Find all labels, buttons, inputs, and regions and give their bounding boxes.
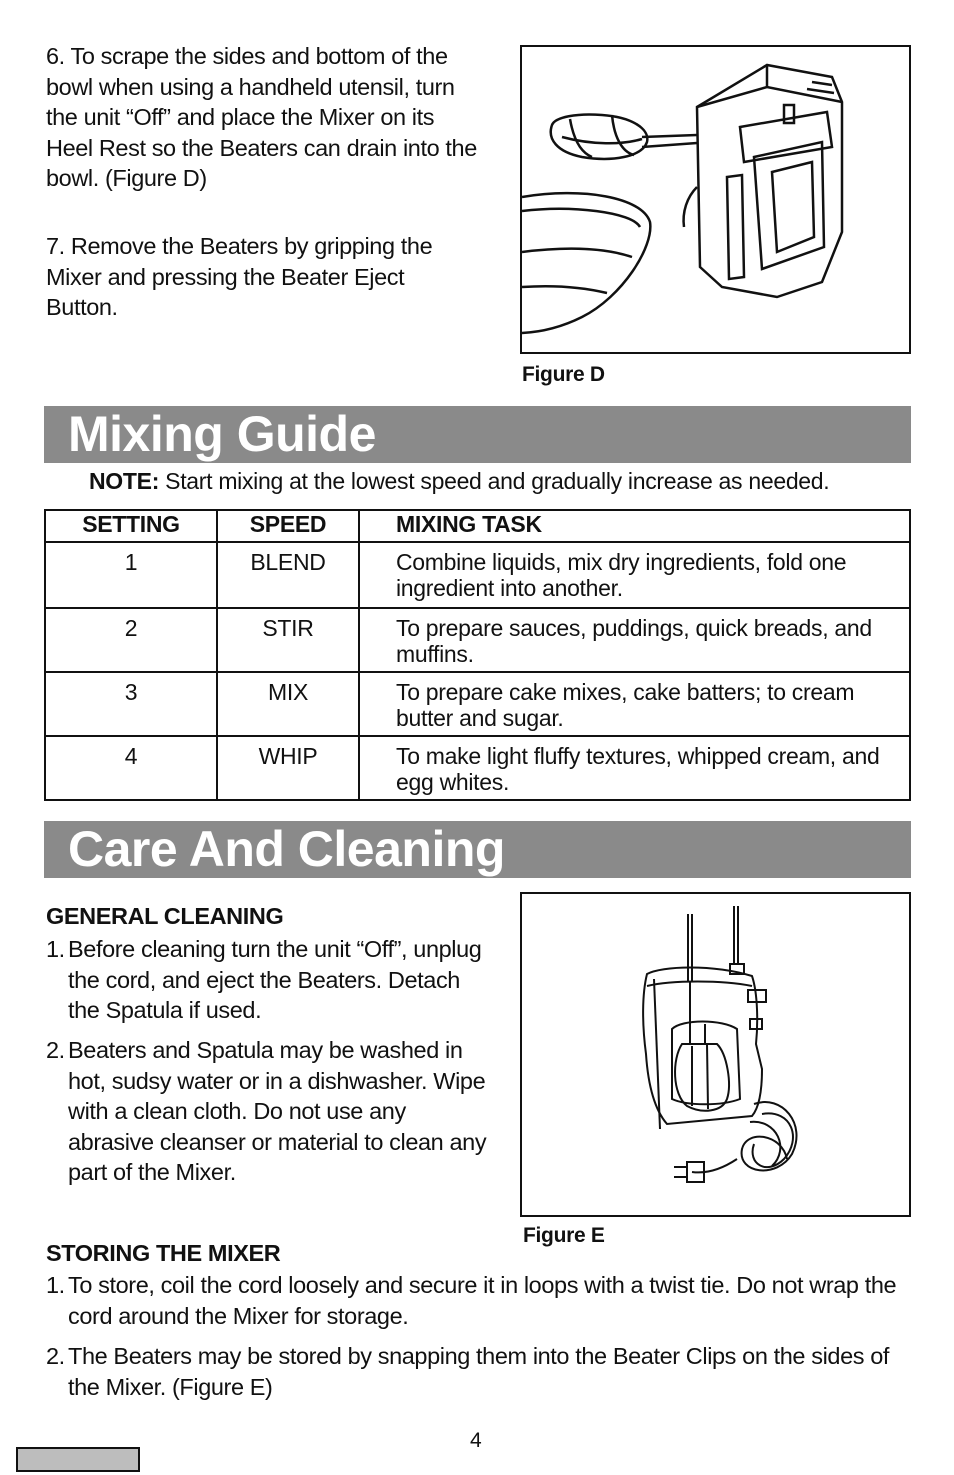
storing-heading: STORING THE MIXER [46,1240,281,1266]
table-row [45,608,910,672]
table-row [45,736,910,800]
general-item-2 [46,1035,491,1188]
item-number: 2. [46,1343,65,1369]
figure-e-image [520,892,911,1217]
step-6: 6. To scrape the sides and bottom of the bowl when using a handheld utensil, turn the unit “Off” and place the Mixer on its Heel Rest so the Beaters can drain into the bowl. (Figure D) [46,43,477,191]
item-text: Before cleaning turn the unit “Off”, unplug the cord, and eject the Beaters. Detach the Spatula if used. [68,936,482,1023]
header-mixing-task: MIXING TASK [359,510,910,542]
table-header-row [45,510,910,542]
header-setting: SETTING [45,510,217,542]
note-text: Start mixing at the lowest speed and gradually increase as needed. [159,468,830,494]
cell-setting: 2 [45,608,217,672]
item-number: 1. [46,936,65,962]
cell-task: To make light fluffy textures, whipped cream, and egg whites. [359,736,910,800]
page-number: 4 [470,1429,482,1452]
step-7: 7. Remove the Beaters by gripping the Mixer and pressing the Beater Eject Button. [46,233,433,320]
note-label: NOTE: [89,468,160,494]
storing-item-2 [46,1341,906,1402]
item-text: To store, coil the cord loosely and secure it in loops with a twist tie. Do not wrap the cord around the Mixer for storage. [68,1272,897,1329]
general-item-1 [46,934,491,1026]
mixer-bowl-illustration [522,47,908,351]
header-speed: SPEED [217,510,359,542]
mixing-note [89,468,829,495]
item-number: 1. [46,1272,65,1298]
general-cleaning-heading: GENERAL CLEANING [46,903,284,929]
item-number: 2. [46,1037,65,1063]
item-text: The Beaters may be stored by snapping them into the Beater Clips on the sides of the Mixer. (Figure E) [68,1343,890,1400]
cell-speed: STIR [217,608,359,672]
cell-speed: MIX [217,672,359,736]
mixing-guide-title: Mixing Guide [44,406,911,463]
item-text: Beaters and Spatula may be washed in hot, sudsy water or in a dishwasher. Wipe with a clean cloth. Do not use any abrasive cleanser or material to clean any part of the Mixer. [68,1037,487,1185]
cell-setting: 3 [45,672,217,736]
cell-speed: WHIP [217,736,359,800]
table-row [45,542,910,608]
stored-mixer-illustration [522,894,908,1214]
care-cleaning-title: Care And Cleaning [44,821,911,878]
storing-item-1 [46,1270,906,1331]
cell-speed: BLEND [217,542,359,608]
cell-task: To prepare sauces, puddings, quick breads, and muffins. [359,608,910,672]
figure-d-image [520,45,911,354]
corner-mark [16,1447,140,1472]
mixing-guide-table [44,509,911,801]
cell-setting: 4 [45,736,217,800]
cell-setting: 1 [45,542,217,608]
cell-task: To prepare cake mixes, cake batters; to cream butter and sugar. [359,672,910,736]
figure-e-caption: Figure E [523,1224,605,1247]
cell-task: Combine liquids, mix dry ingredients, fold one ingredient into another. [359,542,910,608]
figure-d-caption: Figure D [522,363,605,386]
table-row [45,672,910,736]
